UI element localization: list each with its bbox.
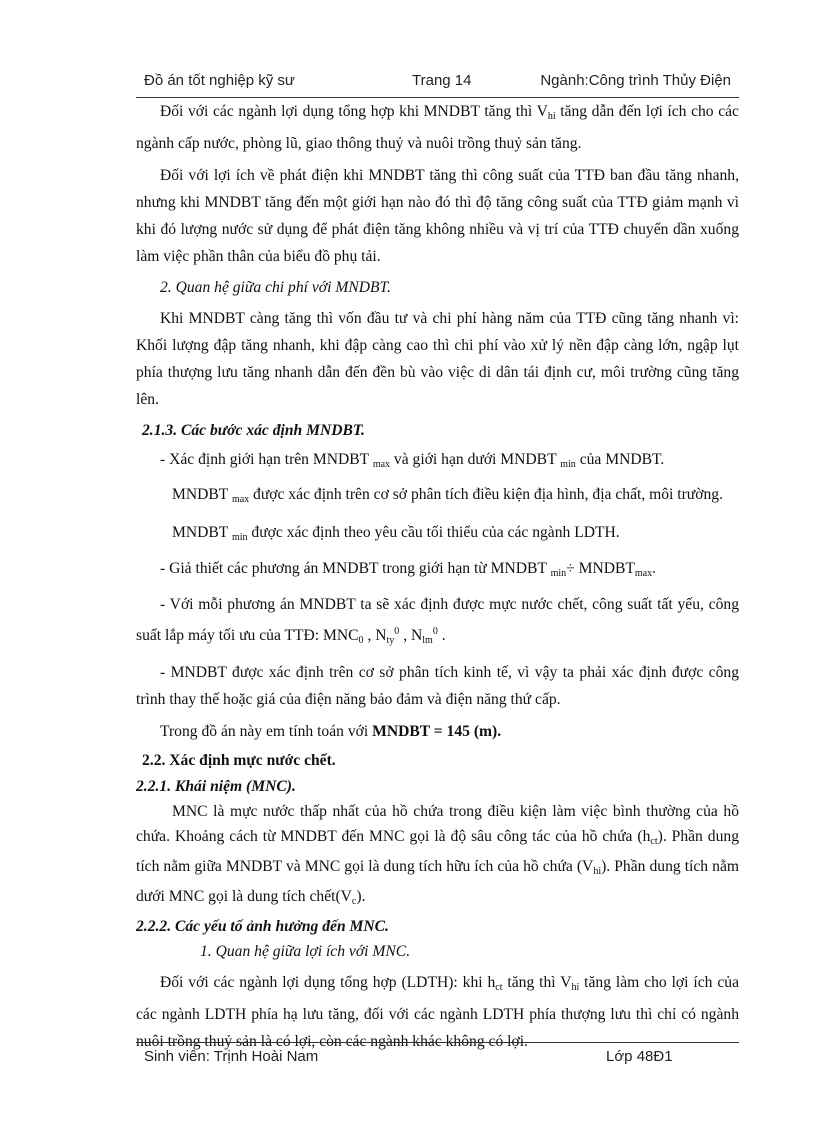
page-footer	[136, 1048, 739, 1070]
paragraph-benefit-combined: Đối với các ngành lợi dụng tổng hợp khi MNDBT tăng thì $V_{hi}$ tăng dẫn đến lợi ích cho các ngành cấp nước, phòng lũ, giao thông thuỷ và nuôi trồng thuỷ sản tăng.	[136, 103, 739, 152]
header-major: Ngành:Công trình Thủy Điện	[540, 72, 731, 89]
step-1: - Xác định giới hạn trên MNDBT $_{max}$ và giới hạn dưới MNDBT $_{min}$ của MNDBT.	[160, 451, 665, 470]
footer-student: Sinh viên: Trịnh Hoài Nam	[144, 1048, 319, 1065]
step-assume: - Giả thiết các phương án MNDBT trong giới hạn từ MNDBT $_{min}\div MNDBT_{max}$.	[160, 560, 657, 579]
heading-2-2-1: 2.2.1. Khái niệm (MNC).	[136, 778, 296, 796]
step-min: MNDBT $_{min}$ được xác định theo yêu cầu tối thiểu của các ngành LDTH.	[172, 524, 620, 543]
paragraph-benefit-mnc: Đối với các ngành lợi dụng tổng hợp (LDTH): khi $h_{ct}$ tăng thì $V_{hi}$ tăng làm cho lợi ích của các ngành LDTH phía hạ lưu tăng, đối với các ngành LDTH phía thượng lưu thì chỉ có ngành nuôi trồng thuỷ sản là có lợi, còn các ngành khác không có lợi.	[136, 974, 739, 1051]
page-header	[136, 72, 739, 96]
step-max: MNDBT $_{max}$ được xác định trên cơ sở phân tích điều kiện địa hình, địa chất, môi trường.	[172, 486, 723, 505]
heading-2-2: 2.2. Xác định mực nước chết.	[142, 752, 336, 770]
step-each-option: - Với mỗi phương án MNDBT ta sẽ xác định được mực nước chết, công suất tất yếu, công suất lắp máy tối ưu của TTĐ: $MNC_0$ , $N_{ty}^0$ , $N_{lm}^0$ .	[136, 596, 739, 647]
heading-2-1-3: 2.1.3. Các bước xác định MNDBT.	[142, 422, 365, 439]
step-economic: - MNDBT được xác định trên cơ sở phân tích kinh tế, vì vậy ta phải xác định được công trình thay thế hoặc giá của điện năng bảo đảm và điện năng thứ cấp.	[136, 664, 739, 709]
footer-class: Lớp 48Đ1	[606, 1048, 673, 1065]
header-left-title: Đồ án tốt nghiệp kỹ sư	[144, 72, 295, 89]
paragraph-cost: Khi MNDBT càng tăng thì vốn đầu tư và chi phí hàng năm của TTĐ cũng tăng nhanh vì: Khối lượng đập tăng nhanh, khi đập càng cao thì chi phí vào xử lý nền đập càng lớn, ngập lụt phía thượng lưu tăng nhanh dẫn đến đền bù vào việc di dân tái định cư, môi trường cũng tăng lên.	[136, 310, 739, 408]
heading-cost-relation: 2. Quan hệ giữa chi phí với MNDBT.	[160, 279, 391, 296]
paragraph-mnc-definition: MNC là mực nước thấp nhất của hồ chứa trong điều kiện làm việc bình thường của hồ chứa. Khoảng cách từ MNDBT đến MNC gọi là độ sâu công tác của hồ chứa $(h_{ct})$. Phần dung tích nằm giữa MNDBT và MNC gọi là dung tích hữu ích của hồ chứa $(V_{hi})$. Phần dung tích nằm dưới MNC gọi là dung tích $chết(V_c)$.	[136, 803, 739, 908]
footer-rule	[136, 1042, 739, 1043]
header-page-number: Trang 14	[412, 72, 472, 89]
heading-2-2-2: 2.2.2. Các yếu tố ảnh hưởng đến MNC.	[136, 918, 389, 936]
paragraph-benefit-power: Đối với lợi ích về phát điện khi MNDBT tăng thì công suất của TTĐ ban đầu tăng nhanh, nhưng khi MNDBT tăng đến một giới hạn nào đó thì độ tăng công suất của TTĐ giảm mạnh vì khi đó lượng nước sử dụng để phát điện tăng không nhiều và vị trí của TTĐ chuyển dần xuống làm việc phần thân của biểu đồ phụ tải.	[136, 167, 739, 265]
heading-benefit-mnc: 1. Quan hệ giữa lợi ích với MNC.	[200, 943, 411, 961]
paragraph-mndbt-value: Trong đồ án này em tính toán với MNDBT = 145 (m).	[160, 723, 502, 741]
page-body	[136, 98, 739, 1055]
